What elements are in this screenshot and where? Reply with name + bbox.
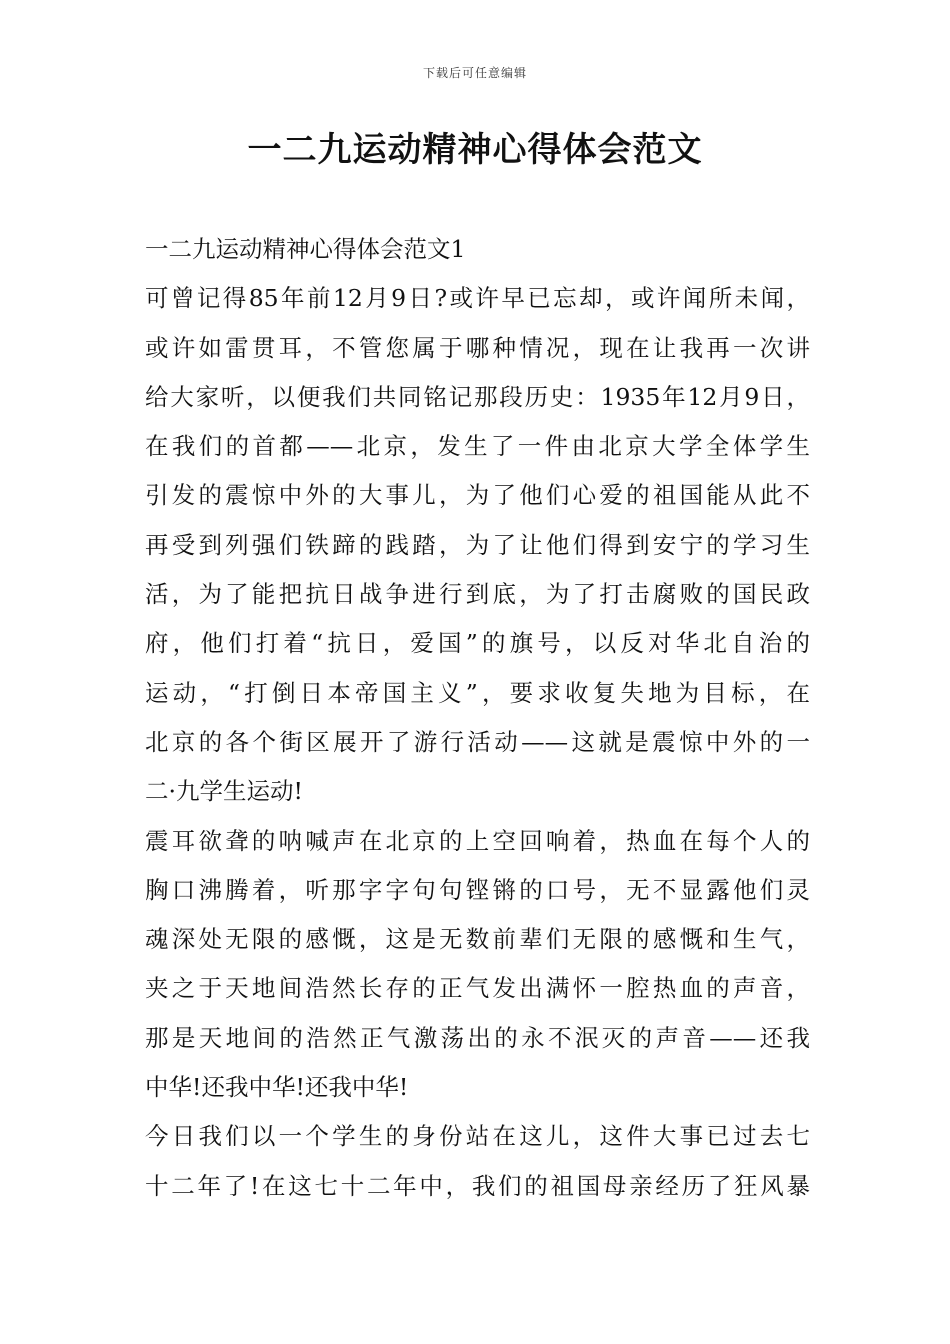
text-line: 十二年了!在这七十二年中，我们的祖国母亲经历了狂风暴: [145, 1171, 810, 1200]
text-line: 或许如雷贯耳，不管您属于哪种情况，现在让我再一次讲: [145, 333, 810, 362]
text-line: 运动，“打倒日本帝国主义”，要求收复失地为目标，在: [145, 678, 810, 707]
text-line: 活，为了能把抗日战争进行到底，为了打击腐败的国民政: [145, 580, 810, 609]
text-line: 魂深处无限的感慨，这是无数前辈们无限的感慨和生气，: [145, 925, 810, 954]
document-title: 一二九运动精神心得体会范文: [247, 130, 703, 170]
text-line: 再受到列强们铁蹄的践踏，为了让他们得到安宁的学习生: [145, 530, 810, 559]
text-line: 今日我们以一个学生的身份站在这儿，这件大事已过去七: [145, 1122, 810, 1151]
text-line: 可曾记得85年前12月9日?或许早已忘却，或许闻所未闻，: [145, 284, 810, 313]
text-line: 在我们的首都——北京，发生了一件由北京大学全体学生: [145, 432, 810, 461]
text-line: 中华!还我中华!还我中华!: [145, 1073, 409, 1102]
section-heading: 一二九运动精神心得体会范文1: [145, 235, 466, 263]
document-body: [145, 225, 810, 1211]
text-line: 给大家听，以便我们共同铭记那段历史：1935年12月9日，: [145, 382, 810, 411]
text-line: 北京的各个街区展开了游行活动——这就是震惊中外的一: [145, 727, 810, 756]
text-line: 府，他们打着“抗日，爱国”的旗号，以反对华北自治的: [145, 629, 810, 658]
text-line: 震耳欲聋的呐喊声在北京的上空回响着，热血在每个人的: [145, 826, 810, 855]
header-note: 下载后可任意编辑: [422, 66, 527, 80]
text-line: 引发的震惊中外的大事儿，为了他们心爱的祖国能从此不: [145, 481, 810, 510]
text-line: 二·九学生运动!: [145, 777, 303, 806]
text-line: 那是天地间的浩然正气激荡出的永不泯灭的声音——还我: [145, 1023, 810, 1052]
text-line: 胸口沸腾着，听那字字句句铿锵的口号，无不显露他们灵: [145, 875, 810, 904]
text-line: 夹之于天地间浩然长存的正气发出满怀一腔热血的声音，: [145, 974, 810, 1003]
